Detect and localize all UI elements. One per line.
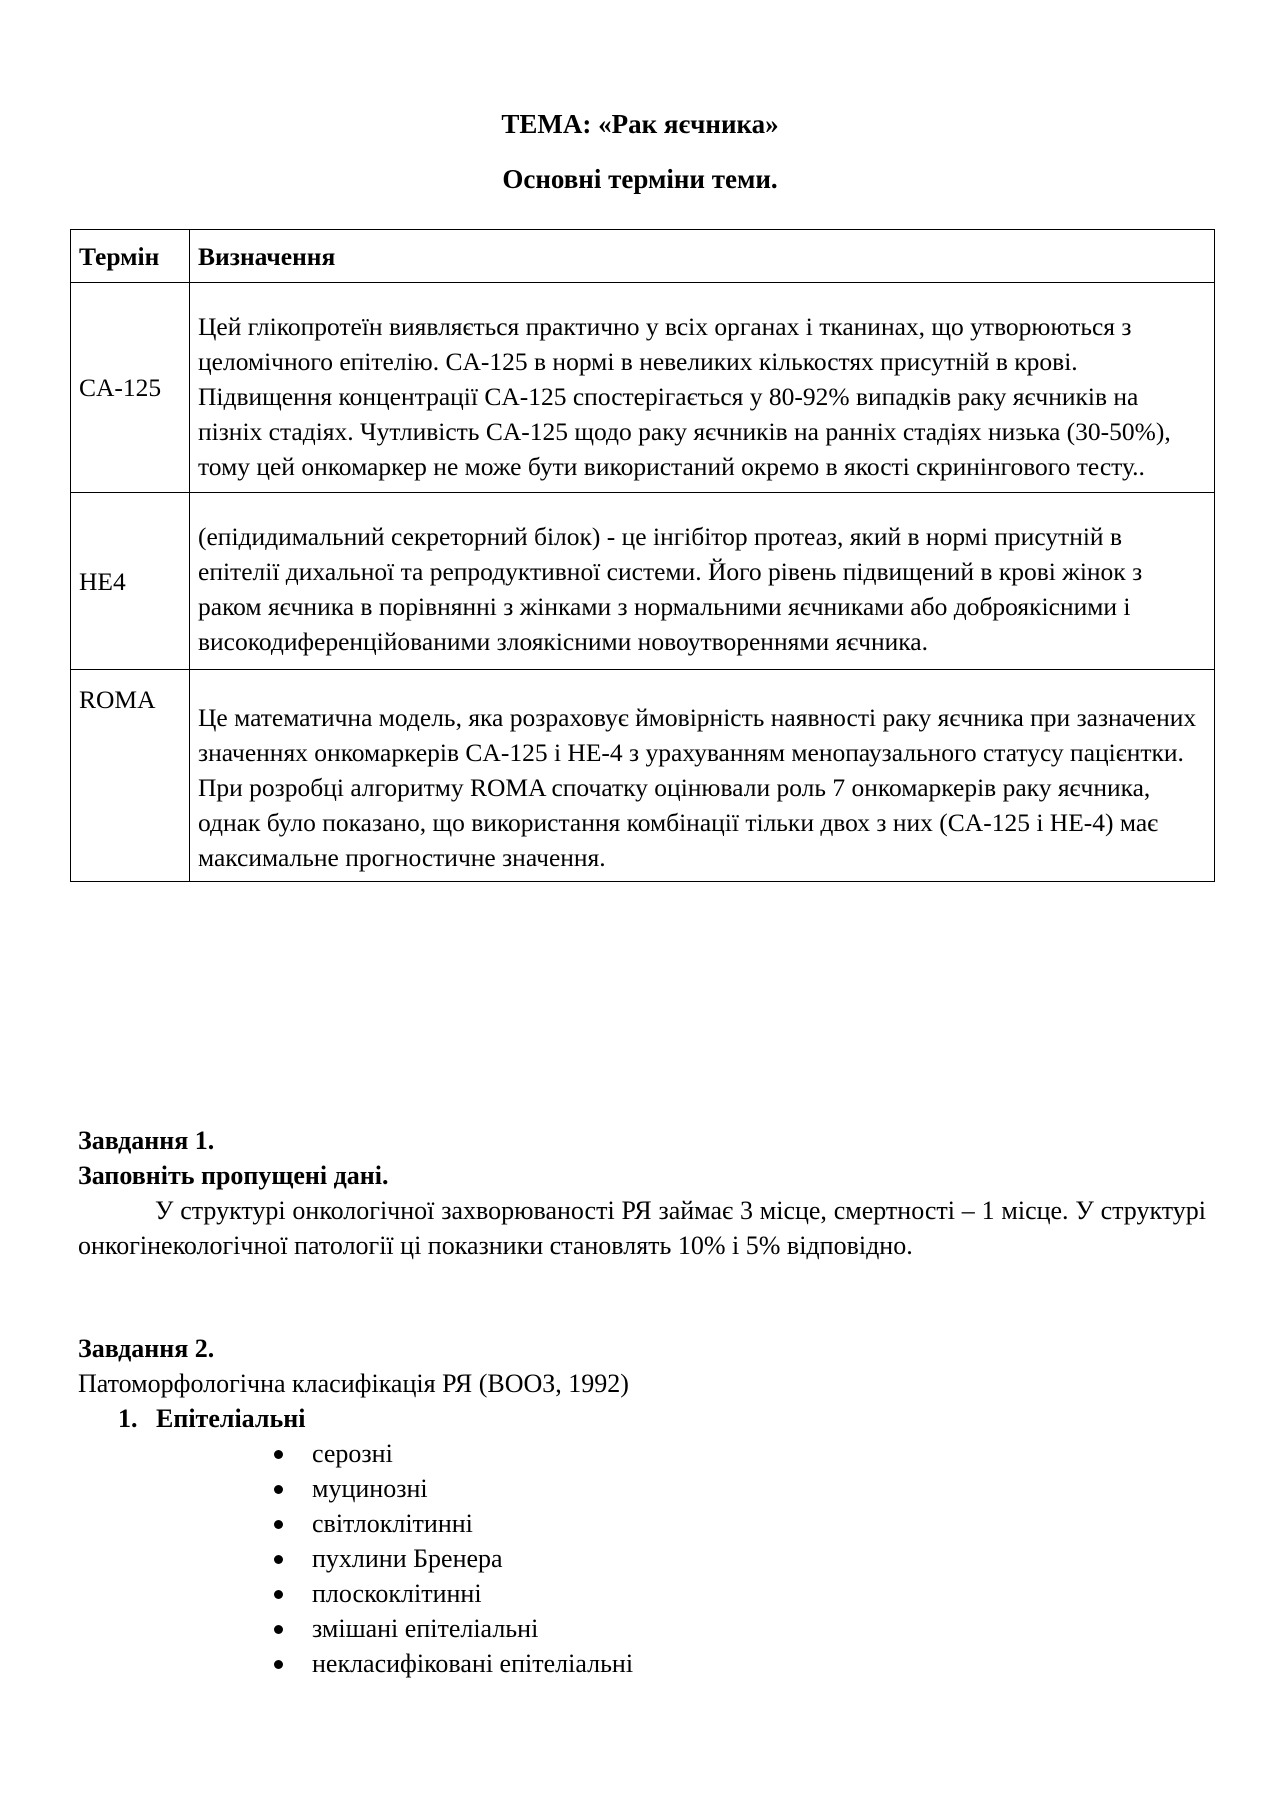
category-label: Епітеліальні [156,1404,306,1433]
task-1-paragraph: У структурі онкологічної захворюваності РЯ займає 3 місце, смертності – 1 місце. У структурі онкогінекологічної патології ці показники становлять 10% і 5% відповідно. [78,1196,1206,1260]
list-item [78,1401,1206,1681]
bullet-icon [274,1450,283,1459]
classification-list [78,1401,1206,1681]
subtype-list [156,1436,1206,1681]
term-cell: CA-125 [71,283,190,493]
list-number: 1. [118,1404,138,1433]
definition-cell: Цей глікопротеїн виявляється практично у всіх органах і тканинах, що утворюються з целомічного епітелію. CA-125 в нормі в невеликих кількостях присутній в крові. Підвищення концентрації CA-125 спостерігається у 80-92% випадків раку яєчників на пізніх стадіях. Чутливість CA-125 щодо раку яєчників на ранніх стадіях низька (30-50%), тому цей онкомаркер не може бути використаний окремо в якості скринінгового тесту.. [190,283,1215,493]
bullet-icon [274,1660,283,1669]
bullet-icon [274,1485,283,1494]
subtype-label: пухлини Бренера [312,1544,503,1573]
task-2-caption: Патоморфологічна класифікація РЯ (ВООЗ, 1992) [78,1369,629,1398]
definition-cell: Це математична модель, яка розраховує ймовірність наявності раку яєчника при зазначених значеннях онкомаркерів CA-125 і HE-4 з урахуванням менопаузального статусу пацієнтки. При розробці алгоритму ROMA спочатку оцінювали роль 7 онкомаркерів раку яєчника, однак було показано, що використання комбінації тільки двох з них (CA-125 і HE-4) має максимальне прогностичне значення. [190,670,1215,882]
column-header-definition: Визначення [190,230,1215,283]
task-2-heading: Завдання 2. [78,1334,215,1363]
table-header-row [71,230,1215,283]
bullet-icon [274,1520,283,1529]
list-item [156,1436,1206,1471]
list-item [156,1576,1206,1611]
subtype-label: некласифіковані епітеліальні [312,1649,634,1678]
list-item [156,1506,1206,1541]
subtype-label: плоскоклітинні [312,1579,482,1608]
subtype-label: світлоклітинні [312,1509,473,1538]
task-2-section [78,1331,1206,1681]
table-row [71,283,1215,493]
term-cell: HE4 [71,493,190,670]
table-row [71,670,1215,882]
task-1-heading: Завдання 1. [78,1126,215,1155]
list-item [156,1471,1206,1506]
term-cell: ROMA [71,670,190,882]
column-header-term: Термін [71,230,190,283]
document-title: ТЕМА: «Рак яєчника» [501,109,779,139]
list-item [156,1541,1206,1576]
subtype-label: змішані епітеліальні [312,1614,539,1643]
task-1-instruction: Заповніть пропущені дані. [78,1161,389,1190]
bullet-icon [274,1625,283,1634]
terms-table [70,229,1215,882]
document-subtitle: Основні терміни теми. [502,164,778,194]
table-row [71,493,1215,670]
subtype-label: серозні [312,1439,393,1468]
definition-cell: (епідидимальний секреторний білок) - це інгібітор протеаз, який в нормі присутній в епітелії дихальної та репродуктивної системи. Його рівень підвищений в крові жінок з раком яєчника в порівнянні з жінками з нормальними яєчниками або доброякісними і високодиференційованими злоякісними новоутвореннями яєчника. [190,493,1215,670]
list-item [156,1611,1206,1646]
bullet-icon [274,1555,283,1564]
task-1-section [78,1123,1206,1263]
subtype-label: муцинозні [312,1474,428,1503]
bullet-icon [274,1590,283,1599]
list-item [156,1646,1206,1681]
